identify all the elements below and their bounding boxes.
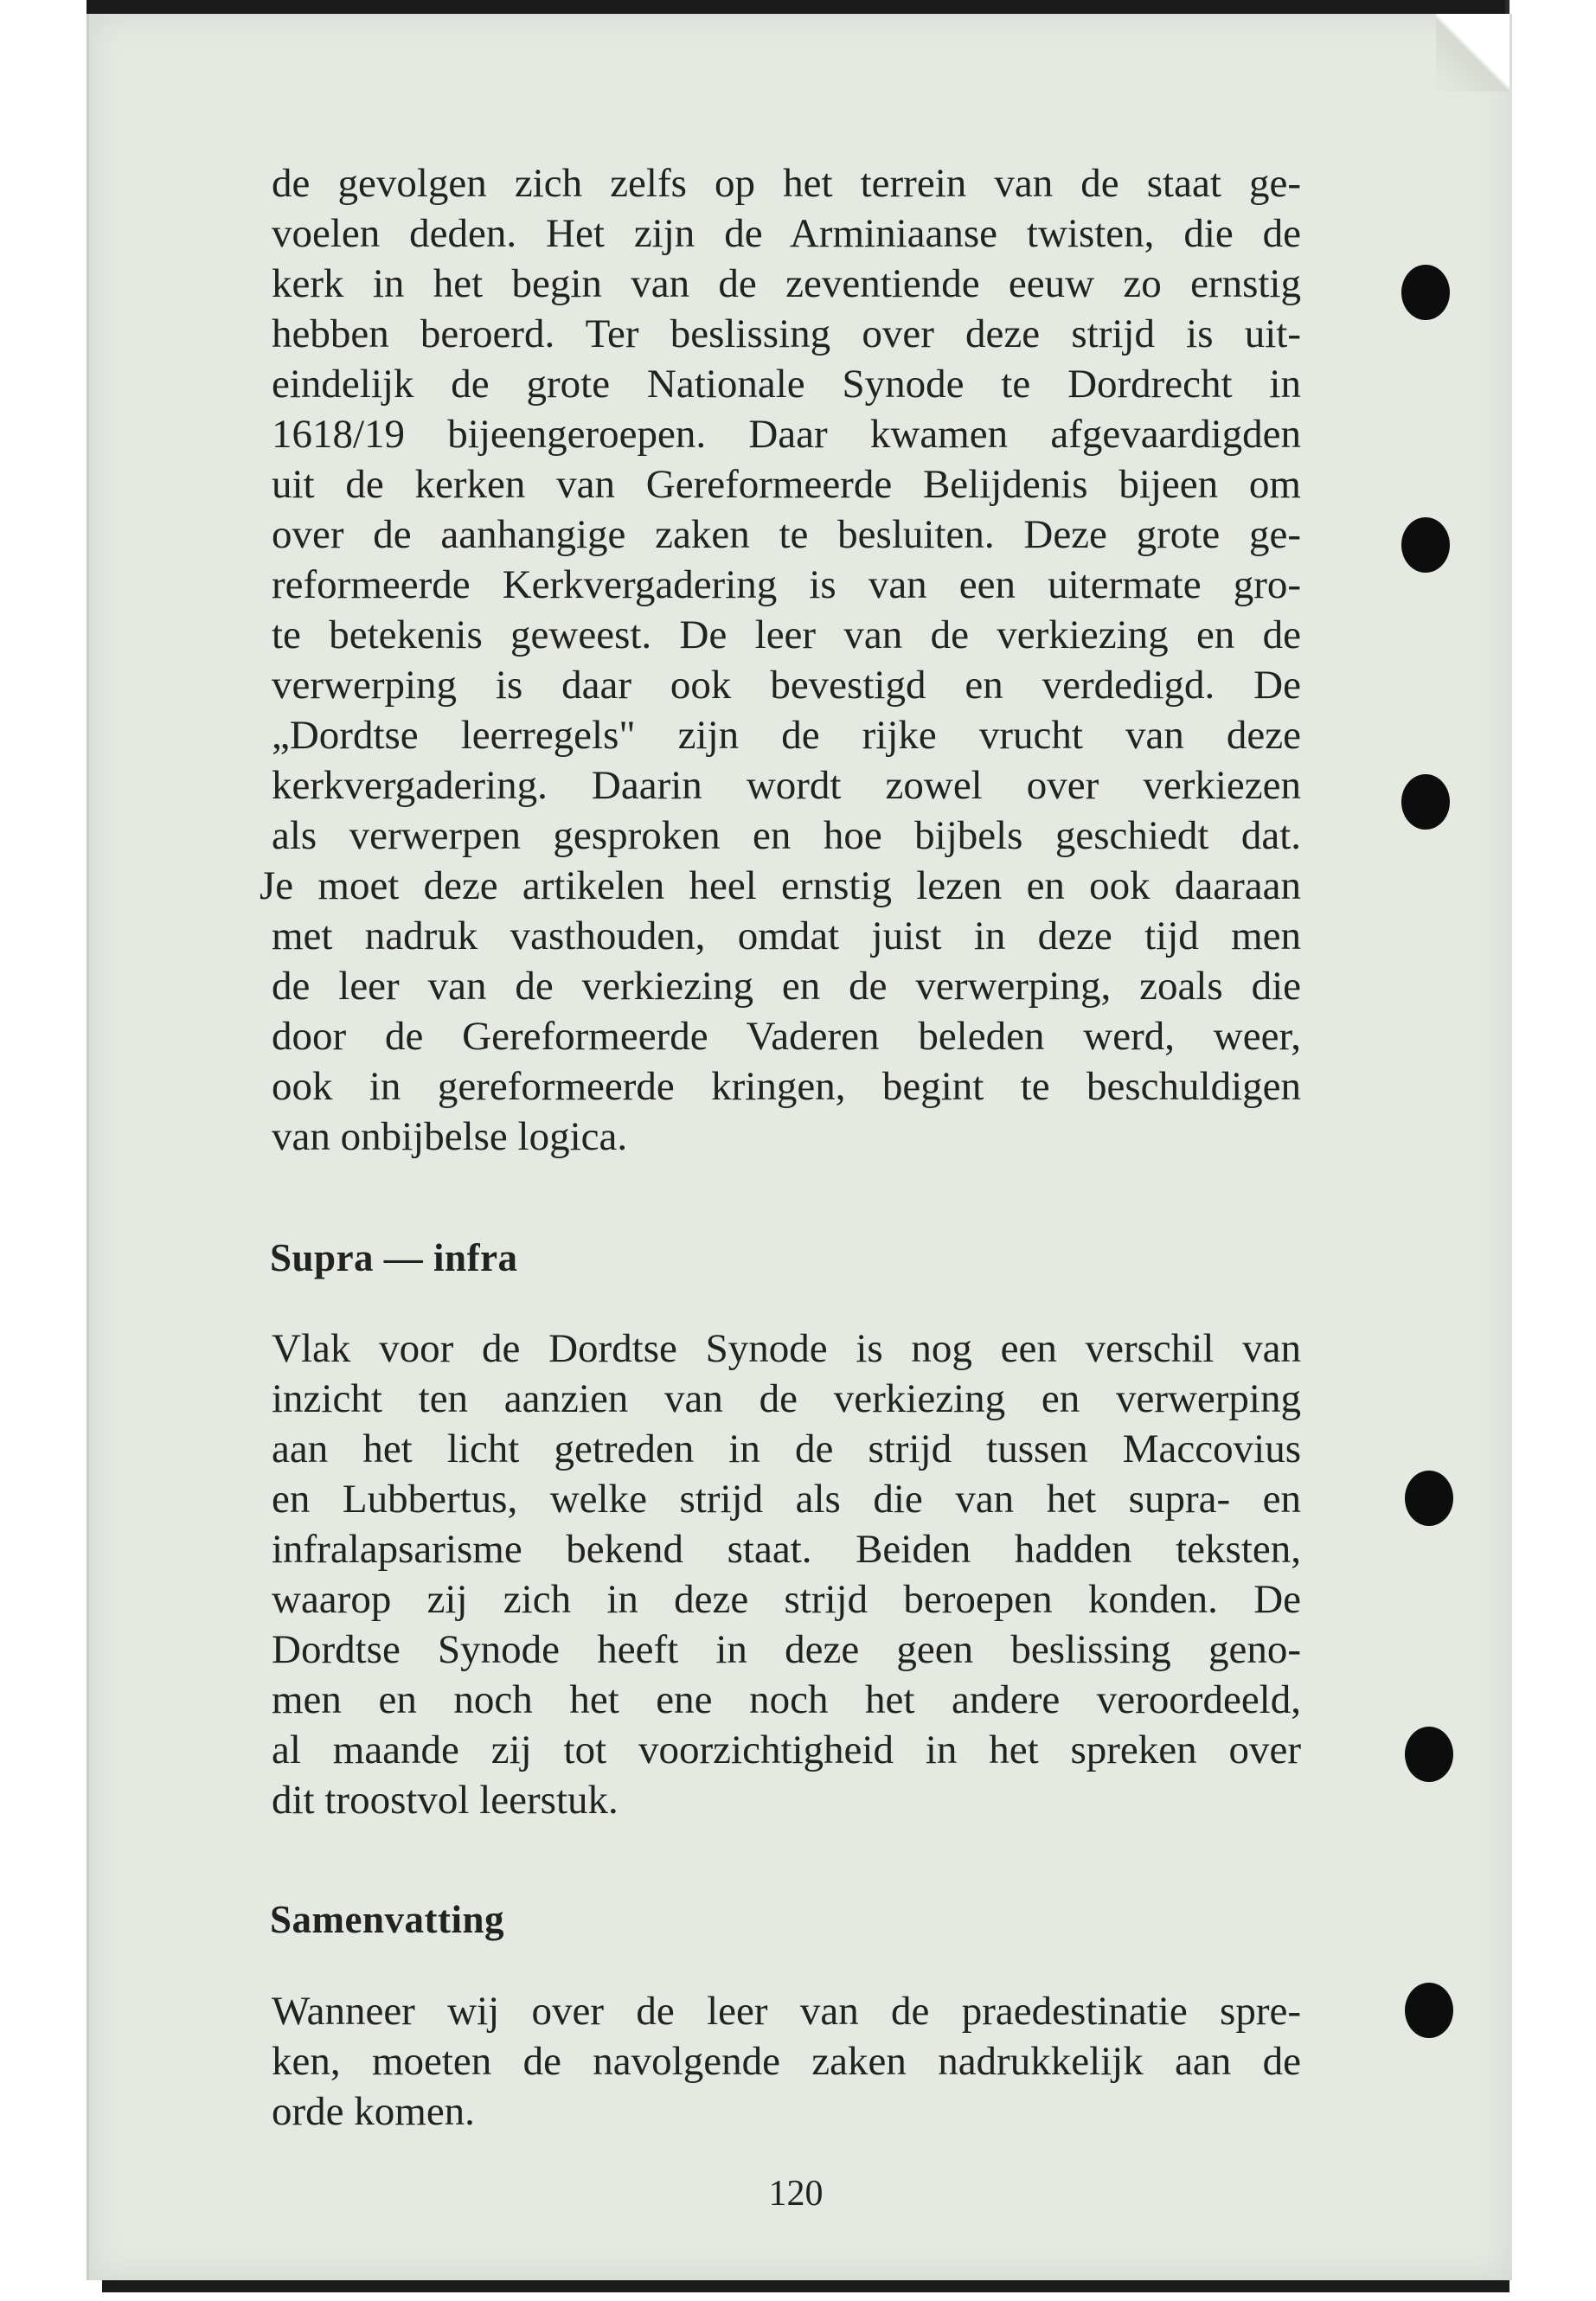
- text-line: Wanneer wij over de leer van de praedestinatie spre-: [272, 1989, 1301, 2034]
- text-line: „Dordtse leerregels" zijn de rijke vrucht van deze: [272, 713, 1301, 758]
- text-line: uit de kerken van Gereformeerde Belijdenis bijeen om: [272, 462, 1301, 507]
- text-line: eindelijk de grote Nationale Synode te Dordrecht in: [272, 362, 1301, 407]
- paragraph-samenvatting: [272, 1986, 1301, 2137]
- binder-hole-icon: [1405, 1471, 1453, 1526]
- text-line: verwerping is daar ook bevestigd en verdedigd. De: [272, 663, 1301, 708]
- text-line: van onbijbelse logica.: [272, 1114, 628, 1159]
- binder-hole-icon: [1401, 517, 1450, 573]
- text-line: Je moet deze artikelen heel ernstig lezen en ook daaraan: [260, 863, 1301, 908]
- binder-hole-icon: [1405, 1727, 1453, 1782]
- text-line: ook in gereformeerde kringen, begint te beschuldigen: [272, 1064, 1301, 1109]
- text-line: hebben beroerd. Ter beslissing over deze strijd is uit-: [272, 311, 1301, 356]
- text-line: infralapsarisme bekend staat. Beiden hadden teksten,: [272, 1527, 1301, 1572]
- text-line: kerkvergadering. Daarin wordt zowel over verkiezen: [272, 763, 1301, 808]
- text-line: al maande zij tot voorzichtigheid in het spreken over: [272, 1727, 1301, 1772]
- binder-hole-icon: [1405, 1983, 1453, 2038]
- text-line: reformeerde Kerkvergadering is van een uitermate gro-: [272, 562, 1301, 607]
- text-line: Dordtse Synode heeft in deze geen beslissing geno-: [272, 1627, 1301, 1672]
- page-number: 120: [768, 2174, 824, 2214]
- text-line: men en noch het ene noch het andere veroordeeld,: [272, 1677, 1301, 1722]
- text-line: aan het licht getreden in de strijd tussen Maccovius: [272, 1426, 1301, 1471]
- text-line: de gevolgen zich zelfs op het terrein van de staat ge-: [272, 161, 1301, 206]
- text-line: met nadruk vasthouden, omdat juist in deze tijd men: [272, 913, 1301, 958]
- text-line: kerk in het begin van de zeventiende eeuw zo ernstig: [272, 261, 1301, 306]
- text-line: over de aanhangige zaken te besluiten. Deze grote ge-: [272, 512, 1301, 557]
- section-heading-samenvatting: Samenvatting: [270, 1898, 505, 1941]
- text-line: waarop zij zich in deze strijd beroepen konden. De: [272, 1577, 1301, 1622]
- text-line: 1618/19 bijeengeroepen. Daar kwamen afgevaardigden: [272, 412, 1301, 457]
- text-line: en Lubbertus, welke strijd als die van het supra- en: [272, 1477, 1301, 1522]
- scan-bottom-edge: [102, 2280, 1509, 2292]
- text-line: ken, moeten de navolgende zaken nadrukkelijk aan de: [272, 2039, 1301, 2084]
- binder-hole-icon: [1401, 265, 1450, 320]
- text-line: dit troostvol leerstuk.: [272, 1778, 619, 1823]
- paragraph-arminian-disputes: [260, 158, 1301, 1162]
- text-line: Vlak voor de Dordtse Synode is nog een verschil van: [272, 1326, 1301, 1371]
- text-line: de leer van de verkiezing en de verwerping, zoals die: [272, 964, 1301, 1009]
- text-line: inzicht ten aanzien van de verkiezing en verwerping: [272, 1376, 1301, 1421]
- text-line: voelen deden. Het zijn de Arminiaanse twisten, die de: [272, 211, 1301, 256]
- scan-top-edge: [87, 0, 1509, 14]
- binder-hole-icon: [1401, 774, 1450, 830]
- section-heading-supra-infra: Supra — infra: [270, 1236, 518, 1279]
- text-line: door de Gereformeerde Vaderen beleden werd, weer,: [272, 1014, 1301, 1059]
- paragraph-supra-infra: [272, 1324, 1301, 1825]
- text-line: als verwerpen gesproken en hoe bijbels geschiedt dat.: [272, 813, 1301, 858]
- page-corner-fold: [1436, 14, 1509, 92]
- text-line: orde komen.: [272, 2089, 475, 2134]
- text-line: te betekenis geweest. De leer van de verkiezing en de: [272, 612, 1301, 657]
